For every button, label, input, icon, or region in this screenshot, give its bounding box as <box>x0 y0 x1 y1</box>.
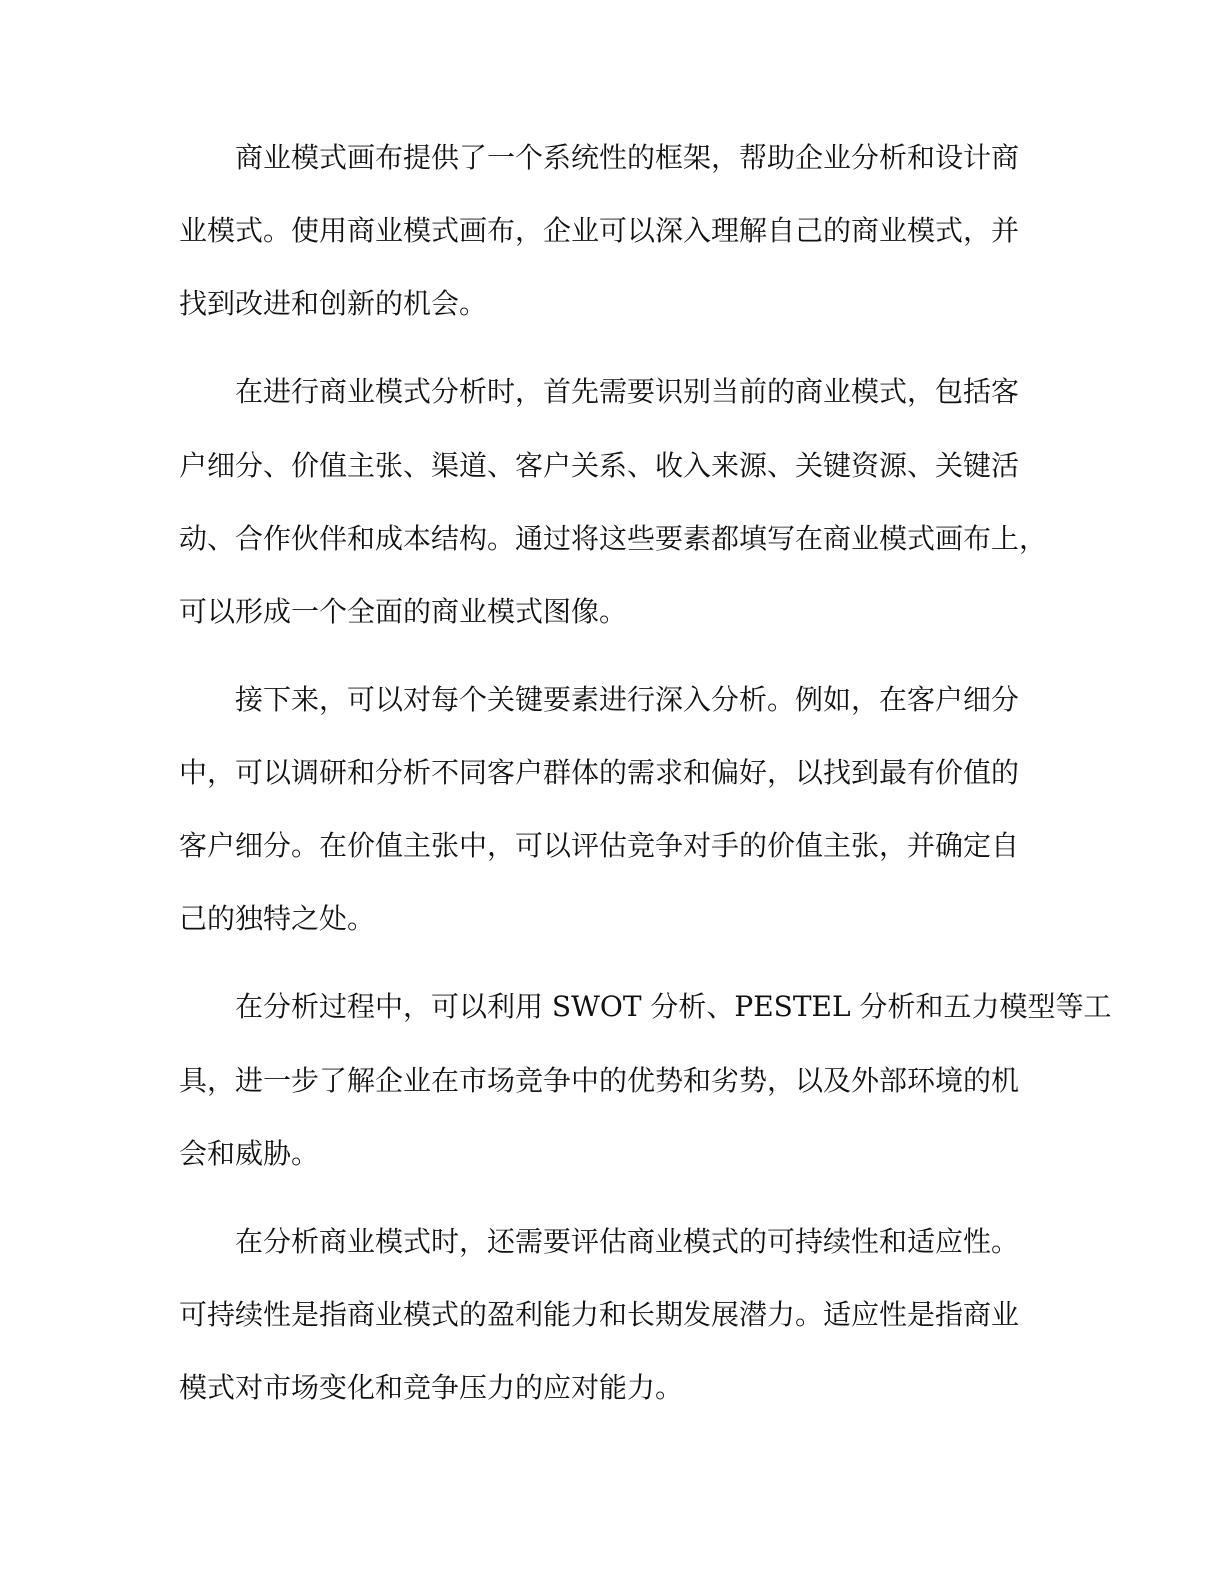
paragraph-2-line-3: 动、合作伙伴和成本结构。通过将这些要素都填写在商业模式画布上， <box>179 522 1048 555</box>
paragraph-3-line-4: 己的独特之处。 <box>179 902 376 935</box>
paragraph-4-line-3: 会和威胁。 <box>179 1137 320 1170</box>
paragraph-2-line-1: 在进行商业模式分析时，首先需要识别当前的商业模式，包括客 <box>235 375 1020 408</box>
paragraph-1-line-3: 找到改进和创新的机会。 <box>179 287 488 320</box>
paragraph-3-line-3: 客户细分。在价值主张中，可以评估竞争对手的价值主张，并确定自 <box>179 829 1020 862</box>
paragraph-1-line-1: 商业模式画布提供了一个系统性的框架，帮助企业分析和设计商 <box>235 141 1020 174</box>
paragraph-2-line-2: 户细分、价值主张、渠道、客户关系、收入来源、关键资源、关键活 <box>179 449 1020 482</box>
paragraph-4-line-2: 具，进一步了解企业在市场竞争中的优势和劣势，以及外部环境的机 <box>179 1064 1020 1097</box>
paragraph-5-line-3: 模式对市场变化和竞争压力的应对能力。 <box>179 1371 684 1404</box>
paragraph-5-line-2: 可持续性是指商业模式的盈利能力和长期发展潜力。适应性是指商业 <box>179 1298 1020 1331</box>
paragraph-4-line-1: 在分析过程中，可以利用 SWOT 分析、PESTEL 分析和五力模型等工 <box>235 990 1112 1023</box>
paragraph-1-line-2: 业模式。使用商业模式画布，企业可以深入理解自己的商业模式，并 <box>179 214 1020 247</box>
paragraph-3-line-1: 接下来，可以对每个关键要素进行深入分析。例如，在客户细分 <box>235 683 1020 716</box>
paragraph-2-line-4: 可以形成一个全面的商业模式图像。 <box>179 595 628 628</box>
paragraph-5-line-1: 在分析商业模式时，还需要评估商业模式的可持续性和适应性。 <box>235 1225 1020 1258</box>
paragraph-3-line-2: 中，可以调研和分析不同客户群体的需求和偏好，以找到最有价值的 <box>179 756 1020 789</box>
